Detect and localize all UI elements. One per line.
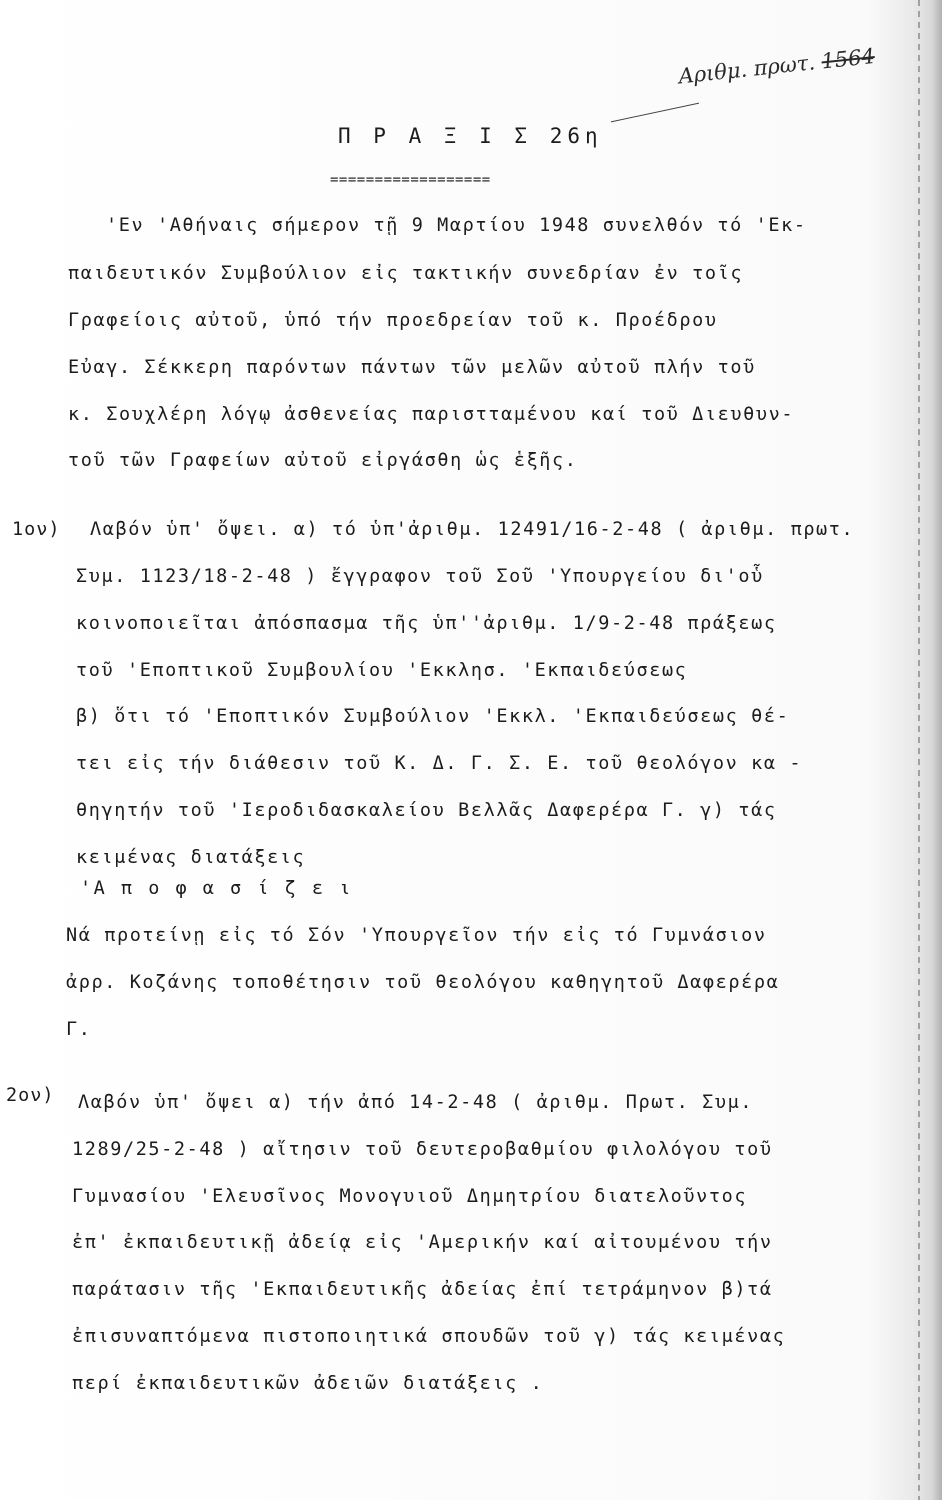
archive-note-number: 1564 <box>820 44 876 74</box>
item-2-line: 1289/25-2-48 ) αἴτησιν τοῦ δευτεροβαθμίου φιλολόγου τοῦ <box>72 1139 773 1160</box>
item-1-line: κειμένας διατάξεις <box>76 847 306 868</box>
item-2-line: ἐπ' ἐκπαιδευτικῇ ἀδείᾳ εἰς 'Αμερικήν καί αἰτουμένου τήν <box>72 1232 773 1253</box>
item-2-line: παράτασιν τῆς 'Εκπαιδευτικῆς ἀδείας ἐπί τετράμηνον β)τά <box>72 1279 773 1300</box>
item-1-line: τοῦ 'Εποπτικοῦ Συμβουλίου 'Εκκλησ. 'Εκπαιδεύσεως <box>76 660 688 681</box>
item-2-line: Γυμνασίου 'Ελευσῖνος Μονογυιοῦ Δημητρίου διατελοῦντος <box>72 1186 748 1207</box>
intro-line: Γραφείοις αὐτοῦ, ὑπό τήν προεδρείαν τοῦ κ. Προέδρου <box>68 310 718 331</box>
item-1-line: κοινοποιεῖται ἀπόσπασμα τῆς ὑπ''ἀριθμ. 1/9-2-48 πράξεως <box>76 613 777 634</box>
intro-line: 'Εν 'Αθήναις σήμερον τῇ 9 Μαρτίου 1948 συνελθόν τό 'Εκ- <box>106 215 807 236</box>
item-2-line: Λαβόν ὑπ' ὄψει α) τήν ἀπό 14-2-48 ( ἀριθμ. Πρωτ. Συμ. <box>78 1092 754 1113</box>
item-1-line: Συμ. 1123/18-2-48 ) ἔγγραφον τοῦ Σοῦ 'Υπουργείου δι'οὗ <box>76 566 764 587</box>
archive-protocol-note <box>677 40 918 89</box>
item-1-marker: 1ον) <box>12 519 61 540</box>
item-1-line: Λαβόν ὑπ' ὄψει. α) τό ὑπ'ἀριθμ. 12491/16-2-48 ( ἀριθμ. πρωτ. <box>90 519 855 540</box>
item-2-line: περί ἐκπαιδευτικῶν ἀδειῶν διατάξεις . <box>72 1373 544 1394</box>
archive-note-label: Αριθμ. πρωτ. <box>677 50 817 89</box>
decision-line: ἀρρ. Κοζάνης τοποθέτησιν τοῦ θεολόγου καθηγητοῦ Δαφερέρα <box>66 972 780 993</box>
intro-line: τοῦ τῶν Γραφείων αὐτοῦ εἰργάσθη ὡς ἑξῆς. <box>68 450 578 471</box>
binding-edge <box>918 0 920 1500</box>
handwritten-stroke <box>611 103 699 123</box>
document-title: Π Ρ Α Ξ Ι Σ 26η <box>338 124 603 148</box>
title-underline: ================== <box>330 172 491 188</box>
page-edge-shadow <box>932 0 942 1500</box>
decision-line: Νά προτείνῃ εἰς τό Σόν 'Υπουργεῖον τήν εἰς τό Γυμνάσιον <box>66 925 767 946</box>
decision-heading: 'Α π ο φ α σ ί ζ ε ι <box>80 878 353 899</box>
item-1-line: θηγητήν τοῦ 'Ιεροδιδασκαλείου Βελλᾶς Δαφερέρα Γ. γ) τάς <box>76 800 777 821</box>
item-1-line: β) ὅτι τό 'Εποπτικόν Συμβούλιον 'Εκκλ. 'Εκπαιδεύσεως θέ- <box>76 706 790 727</box>
intro-line: Εὐαγ. Σέκκερη παρόντων πάντων τῶν μελῶν αὐτοῦ πλήν τοῦ <box>68 357 756 378</box>
intro-line: κ. Σουχλέρη λόγῳ ἀσθενείας παριστταμένου καί τοῦ Διευθυν- <box>68 404 795 425</box>
decision-line: Γ. <box>66 1019 92 1040</box>
item-2-line: ἐπισυναπτόμενα πιστοποιητικά σπουδῶν τοῦ γ) τάς κειμένας <box>72 1326 786 1347</box>
intro-line: παιδευτικόν Συμβούλιον εἰς τακτικήν συνεδρίαν ἐν τοῖς <box>68 263 744 284</box>
item-2-marker: 2ον) <box>6 1085 55 1106</box>
item-1-line: τει εἰς τήν διάθεσιν τοῦ Κ. Δ. Γ. Σ. Ε. τοῦ θεολόγον κα - <box>76 753 803 774</box>
